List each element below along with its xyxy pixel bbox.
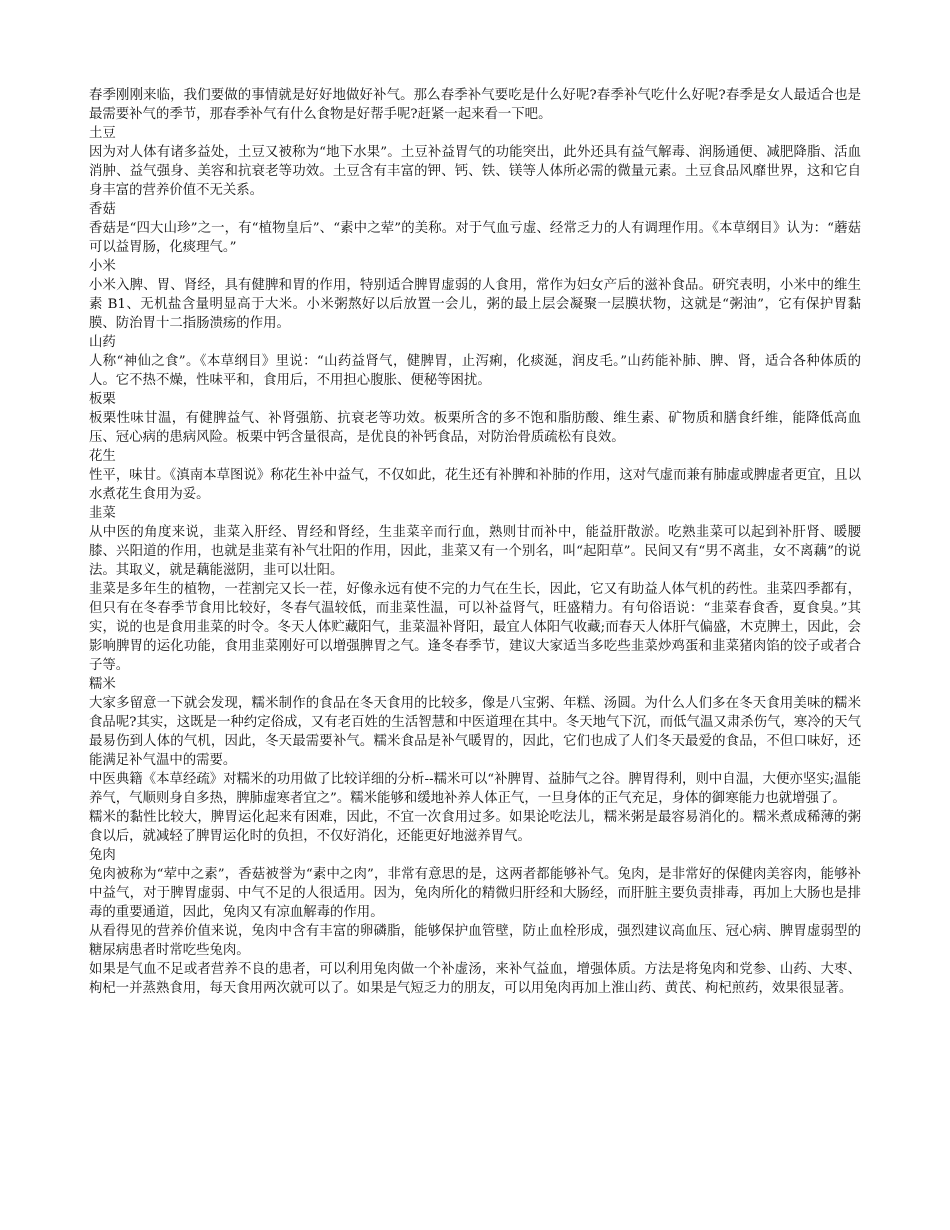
- section-paragraph: 香菇是“四大山珍”之一，有“植物皇后”、“素中之荤”的美称。对于气血亏虚、经常乏力的人有调理作用。《本草纲目》认为：“蘑菇可以益胃肠，化痰理气。”: [89, 221, 861, 255]
- section-glutinous-rice: [89, 675, 861, 846]
- section-paragraph: 从中医的角度来说，韭菜入肝经、胃经和肾经，生韭菜辛而行血，熟则甘而补中，能益肝散淤。吃熟韭菜可以起到补肝肾、暖腰膝、兴阳道的作用，也就是韭菜有补气壮阳的作用，因此，韭菜又有一个别名，叫“起阳草”。民间又有“男不离韭，女不离藕”的说法。其取义，就是藕能滋阴，韭可以壮阳。: [89, 525, 861, 578]
- section-paragraph: 大家多留意一下就会发现，糯米制作的食品在冬天食用的比较多，像是八宝粥、年糕、汤圆。为什么人们多在冬天食用美味的糯米食品呢?其实，这既是一种约定俗成，又有老百姓的生活智慧和中医道理在其中。冬天地气下沉，而低气温又肃杀伤气，寒冷的天气最易伤到人体的气机，因此，冬天最需要补气。糯米食品是补气暖胃的，因此，它们也成了人们冬天最爱的食品，不但口味好，还能满足补气温中的需要。: [89, 696, 861, 768]
- section-leek: [89, 504, 861, 675]
- section-yam: [89, 333, 861, 390]
- section-paragraph: 因为对人体有诸多益处，土豆又被称为“地下水果”。土豆补益胃气的功能突出，此外还具有益气解毒、润肠通便、减肥降脂、活血消肿、益气强身、美容和抗衰老等功效。土豆含有丰富的钾、钙、铁、镁等人体所必需的微量元素。土豆食品风靡世界，这和它自身丰富的营养价值不无关系。: [89, 145, 861, 198]
- section-paragraph: 中医典籍《本草经疏》对糯米的功用做了比较详细的分析--糯米可以“补脾胃、益肺气之谷。脾胃得利，则中自温，大便亦坚实;温能养气，气顺则身自多热，脾肺虚寒者宜之”。糯米能够和缓地补养人体正气，一旦身体的正气充足，身体的御寒能力也就增强了。: [89, 772, 861, 806]
- section-peanut: [89, 447, 861, 504]
- section-title: 香菇: [89, 202, 116, 217]
- section-paragraph: 人称“神仙之食”。《本草纲目》里说：“山药益肾气，健脾胃，止泻痢，化痰涎，润皮毛。”山药能补肺、脾、肾，适合各种体质的人。它不热不燥，性味平和，食用后，不用担心腹胀、便秘等困扰。: [89, 354, 861, 388]
- section-paragraph: 板栗性味甘温，有健脾益气、补肾强筋、抗衰老等功效。板栗所含的多不饱和脂肪酸、维生素、矿物质和膳食纤维，能降低高血压、冠心病的患病风险。板栗中钙含量很高，是优良的补钙食品，对防治骨质疏松有良效。: [89, 411, 861, 445]
- section-paragraph: 从看得见的营养价值来说，兔肉中含有丰富的卵磷脂，能够保护血管壁，防止血栓形成，强烈建议高血压、冠心病、脾胃虚弱型的糖尿病患者时常吃些兔肉。: [89, 924, 861, 958]
- section-title: 土豆: [89, 126, 116, 141]
- section-paragraph: 如果是气血不足或者营养不良的患者，可以利用兔肉做一个补虚汤，来补气益血，增强体质。方法是将兔肉和党参、山药、大枣、枸杞一并蒸熟食用，每天食用两次就可以了。如果是气短乏力的朋友，可以用兔肉再加上淮山药、黄芪、枸杞煎药，效果很显著。: [89, 962, 861, 996]
- section-rabbit-meat: [89, 846, 861, 998]
- section-paragraph: 韭菜是多年生的植物，一茬割完又长一茬，好像永远有使不完的力气在生长，因此，它又有助益人体气机的药性。韭菜四季都有，但只有在冬春季节食用比较好，冬春气温较低，而韭菜性温，可以补益肾气，旺盛精力。有句俗语说：“韭菜春食香，夏食臭。”其实，说的也是食用韭菜的时令。冬天人体贮藏阳气，韭菜温补肾阳，最宜人体阳气收藏;而春天人体肝气偏盛，木克脾土，因此，会影响脾胃的运化功能，食用韭菜刚好可以增强脾胃之气。逢冬春季节，建议大家适当多吃些韭菜炒鸡蛋和韭菜猪肉馅的饺子或者合子等。: [89, 582, 861, 673]
- intro-paragraph: 春季刚刚来临，我们要做的事情就是好好地做好补气。那么春季补气要吃是什么好呢?春季补气吃什么好呢?春季是女人最适合也是最需要补气的季节，那春季补气有什么食物是好帮手呢?赶紧一起来看一下吧。: [89, 88, 861, 122]
- section-millet: [89, 257, 861, 333]
- section-title: 糯米: [89, 677, 116, 692]
- section-title: 小米: [89, 259, 116, 274]
- section-paragraph: 兔肉被称为“荤中之素”，香菇被誉为“素中之肉”，非常有意思的是，这两者都能够补气。兔肉，是非常好的保健肉美容肉，能够补中益气，对于脾胃虚弱、中气不足的人很适用。因为，兔肉所化的精微归肝经和大肠经，而肝脏主要负责排毒，再加上大肠也是排毒的重要通道，因此，兔肉又有凉血解毒的作用。: [89, 867, 861, 920]
- section-title: 韭菜: [89, 506, 116, 521]
- section-title: 山药: [89, 335, 116, 350]
- article-body: [89, 86, 861, 998]
- section-chestnut: [89, 390, 861, 447]
- section-paragraph: 糯米的黏性比较大，脾胃运化起来有困难，因此，不宜一次食用过多。如果论吃法儿，糯米粥是最容易消化的。糯米煮成稀薄的粥食以后，就减轻了脾胃运化时的负担，不仅好消化，还能更好地滋养胃气。: [89, 810, 861, 844]
- section-title: 板栗: [89, 392, 116, 407]
- section-paragraph: 小米入脾、胃、肾经，具有健脾和胃的作用，特别适合脾胃虚弱的人食用，常作为妇女产后的滋补食品。研究表明，小米中的维生素 B1、无机盐含量明显高于大米。小米粥熬好以后放置一会儿，粥的最上层会凝聚一层膜状物，这就是“粥油”，它有保护胃黏膜、防治胃十二指肠溃疡的作用。: [89, 278, 861, 331]
- section-title: 花生: [89, 449, 116, 464]
- section-paragraph: 性平，味甘。《滇南本草图说》称花生补中益气，不仅如此，花生还有补脾和补肺的作用，这对气虚而兼有肺虚或脾虚者更宜，且以水煮花生食用为妥。: [89, 468, 861, 502]
- section-title: 兔肉: [89, 848, 116, 863]
- section-potato: [89, 124, 861, 200]
- section-shiitake: [89, 200, 861, 257]
